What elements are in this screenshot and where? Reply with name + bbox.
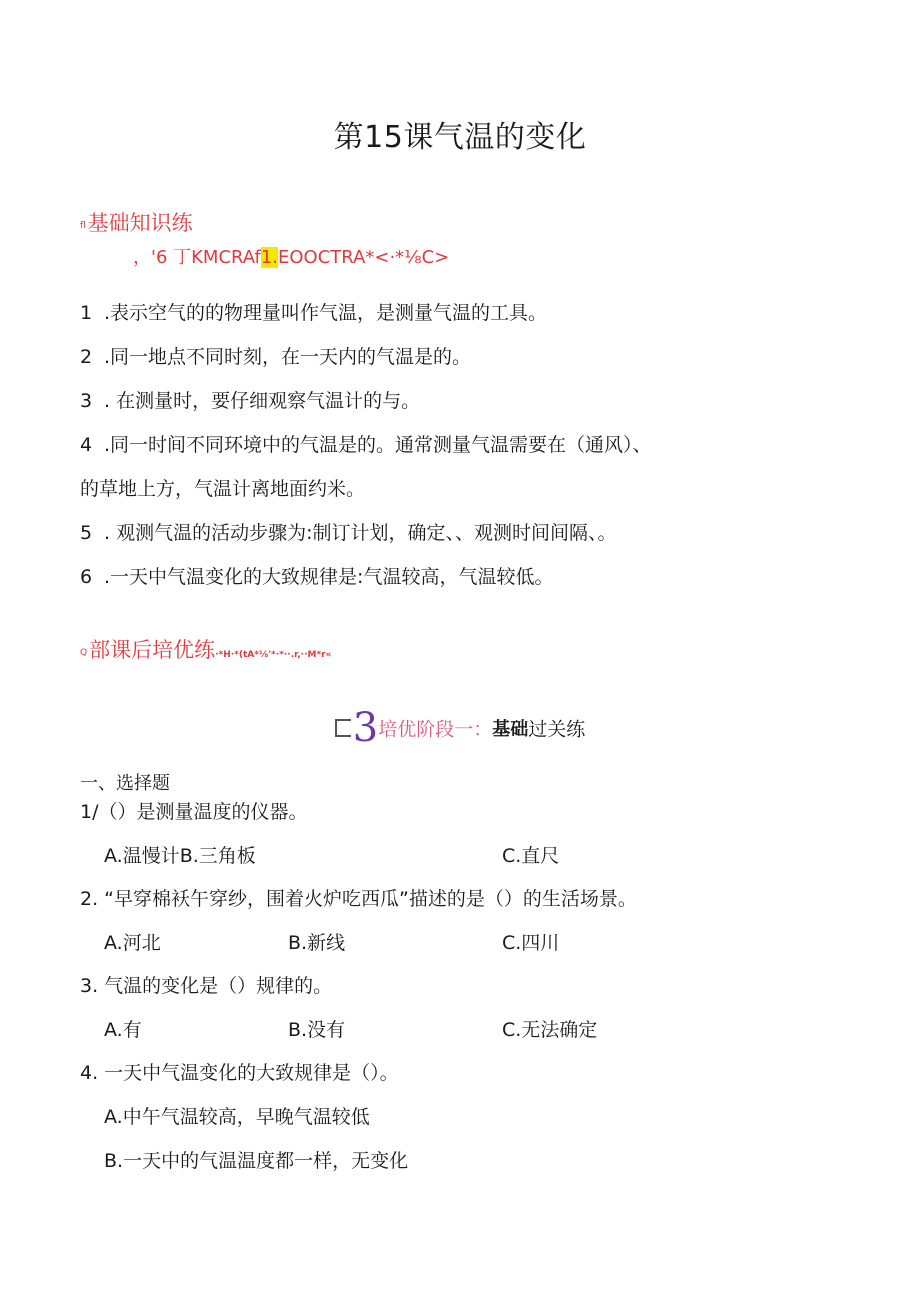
basic-item-1 xyxy=(80,298,547,325)
noise-text-a: ，'6 丁KMCRAf xyxy=(133,247,261,268)
option-4b: B.一天中的气温温度都一样，无变化 xyxy=(104,1150,409,1172)
page-title: 第15课气温的变化 xyxy=(333,120,587,155)
item-text: . 观测气温的活动步骤为:制订计划，确定、、观测时间间隔、。 xyxy=(104,522,617,544)
item-number: 2 xyxy=(80,346,93,368)
noise-text-b: EOOCTRA*<·*⅛C> xyxy=(278,247,450,268)
stage-label: 培优阶段一： xyxy=(378,718,493,741)
option-2b: B.新线 xyxy=(288,932,346,954)
item-number: 1 xyxy=(80,302,93,324)
highlighted-noise: 1. xyxy=(260,247,278,268)
basic-item-5 xyxy=(80,518,616,545)
option-2a: A.河北 xyxy=(104,932,161,954)
item-number: 5 xyxy=(80,522,93,544)
bracket-icon xyxy=(335,719,351,737)
stage-heading xyxy=(0,705,920,751)
section-marker: fl xyxy=(80,220,86,231)
item-text: 的草地上方，气温计离地面约米。 xyxy=(80,478,366,500)
option-3c: C.无法确定 xyxy=(502,1019,598,1041)
question-4: 4. 一天中气温变化的大致规律是（）。 xyxy=(80,1062,399,1084)
stage-label-end: 过关练 xyxy=(528,718,586,741)
option-4a: A.中午气温较高，早晚气温较低 xyxy=(104,1106,370,1128)
item-text: .同一时间不同环境中的气温是的。通常测量气温需要在（通风）、 xyxy=(104,434,652,456)
section-basic-noise xyxy=(133,243,449,269)
stage-label-bold: 基础 xyxy=(492,719,529,740)
section-after-noise: ·*H·*(tA*⅛'*·*··.r,··M*r« xyxy=(215,650,332,660)
basic-item-4 xyxy=(80,430,652,457)
item-number: 3 xyxy=(80,390,93,412)
option-1c: C.直尺 xyxy=(502,845,560,867)
section-marker: Q xyxy=(80,647,88,658)
section-basic-heading: 基础知识练 xyxy=(87,211,193,235)
section-after-header xyxy=(80,634,331,664)
option-3b: B.没有 xyxy=(288,1019,346,1041)
choice-heading: 一、选择题 xyxy=(80,773,170,794)
basic-item-3 xyxy=(80,386,420,413)
option-1a: A.温慢计B.三角板 xyxy=(104,845,256,867)
item-text: .一天中气温变化的大致规律是:气温较高，气温较低。 xyxy=(104,566,554,588)
item-text: .同一地点不同时刻，在一天内的气温是的。 xyxy=(104,346,472,368)
item-text: .表示空气的的物理量叫作气温，是测量气温的工具。 xyxy=(104,302,548,324)
item-number: 6 xyxy=(80,566,93,588)
question-2: 2. “早穿棉袄午穿纱，围着火炉吃西瓜”描述的是（）的生活场景。 xyxy=(80,888,637,910)
option-2c: C.四川 xyxy=(502,932,560,954)
item-number: 4 xyxy=(80,434,93,456)
question-3: 3. 气温的变化是（）规律的。 xyxy=(80,975,333,997)
stage-number: 3 xyxy=(352,705,379,751)
basic-item-6 xyxy=(80,562,553,589)
item-text: . 在测量时，要仔细观察气温计的与。 xyxy=(104,390,421,412)
section-after-heading: 部课后培优练 xyxy=(89,638,216,662)
section-basic-header xyxy=(80,207,193,237)
question-1: 1/（）是测量温度的仪器。 xyxy=(80,801,308,823)
basic-item-2 xyxy=(80,342,471,369)
basic-item-4-cont xyxy=(80,474,365,501)
option-3a: A.有 xyxy=(104,1019,142,1041)
